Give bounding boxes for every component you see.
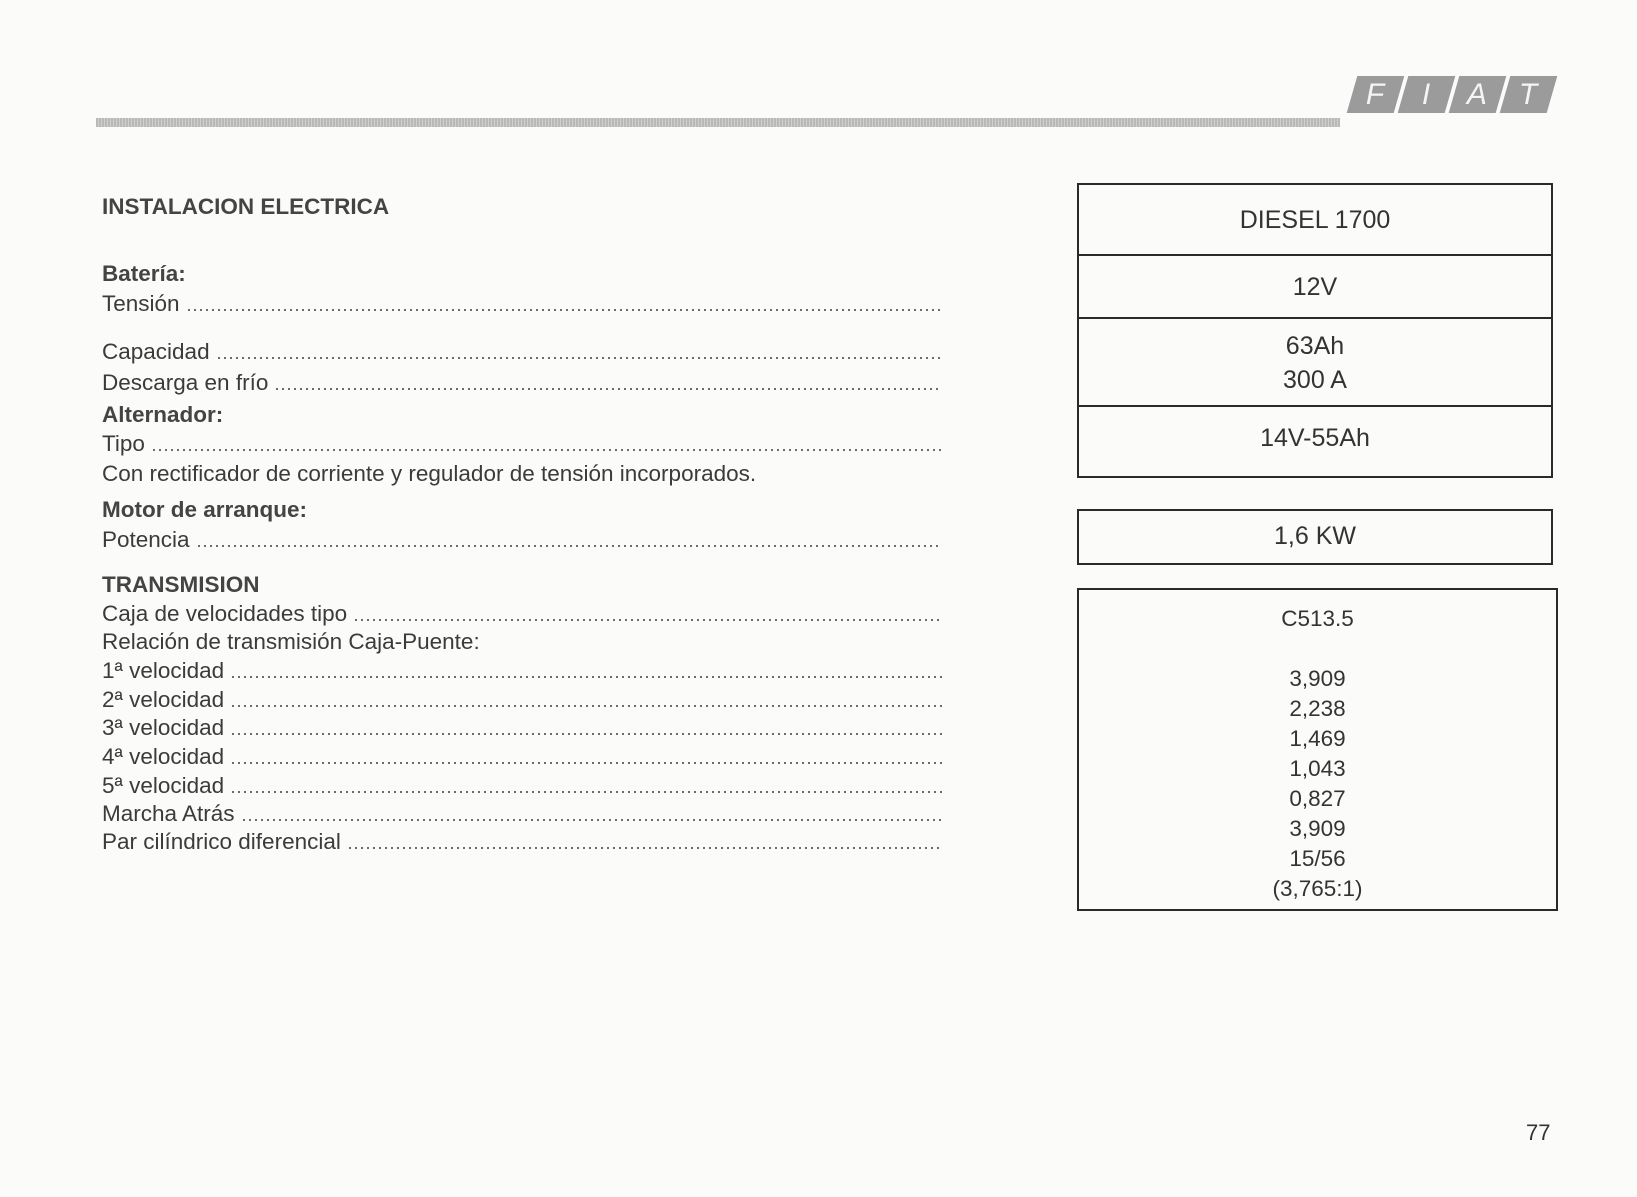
section-title-transmission: TRANSMISION — [102, 572, 260, 597]
page-number: 77 — [1526, 1120, 1551, 1145]
alternator-heading: Alternador: — [102, 402, 224, 427]
spec-row-gear-4: 4ª velocidad — [102, 744, 942, 770]
spec-row-type: Tipo — [102, 431, 942, 457]
tension-value-cell: 12V — [1079, 256, 1551, 319]
rectifier-note: Con rectificador de corriente y regulador de tensión incorporados. — [102, 461, 757, 486]
engine-cell: DIESEL 1700 — [1079, 185, 1551, 256]
ratio-heading: Relación de transmisión Caja-Puente: — [102, 629, 480, 654]
spec-row-gear-3: 3ª velocidad — [102, 715, 942, 741]
starter-heading: Motor de arranque: — [102, 497, 308, 522]
spec-row-gearbox: Caja de velocidades tipo — [102, 601, 942, 627]
starter-value-box: 1,6 KW — [1077, 509, 1553, 565]
electrical-values-box — [1077, 183, 1553, 478]
differential-ratio-value: (3,765:1) — [1272, 876, 1363, 901]
alternator-value-cell: 14V-55Ah — [1260, 424, 1370, 452]
header-rule — [96, 118, 1340, 127]
spec-row-capacity: Capacidad — [102, 339, 942, 365]
gear-5-value: 0,827 — [1289, 786, 1346, 811]
gear-1-value: 3,909 — [1289, 666, 1346, 691]
spec-row-tension: Tensión — [102, 291, 942, 317]
spec-row-differential: Par cilíndrico diferencial — [102, 829, 942, 855]
spec-row-reverse: Marcha Atrás — [102, 801, 942, 827]
gearbox-value: C513.5 — [1281, 606, 1354, 631]
battery-heading: Batería: — [102, 261, 186, 286]
gear-3-value: 1,469 — [1289, 726, 1346, 751]
fiat-logo: F I A T — [1347, 76, 1558, 113]
section-title-electrical: INSTALACION ELECTRICA — [102, 194, 390, 219]
reverse-value: 3,909 — [1289, 816, 1346, 841]
spec-row-gear-2: 2ª velocidad — [102, 687, 942, 713]
spec-row-gear-1: 1ª velocidad — [102, 658, 942, 684]
gear-2-value: 2,238 — [1289, 696, 1346, 721]
battery-values-cell: 63Ah 300 A — [1079, 319, 1551, 407]
spec-row-power: Potencia — [102, 527, 942, 553]
spec-row-cold-discharge: Descarga en frío — [102, 370, 942, 396]
differential-value: 15/56 — [1289, 846, 1346, 871]
transmission-values-box — [1077, 588, 1558, 911]
gear-4-value: 1,043 — [1289, 756, 1346, 781]
spec-row-gear-5: 5ª velocidad — [102, 773, 942, 799]
